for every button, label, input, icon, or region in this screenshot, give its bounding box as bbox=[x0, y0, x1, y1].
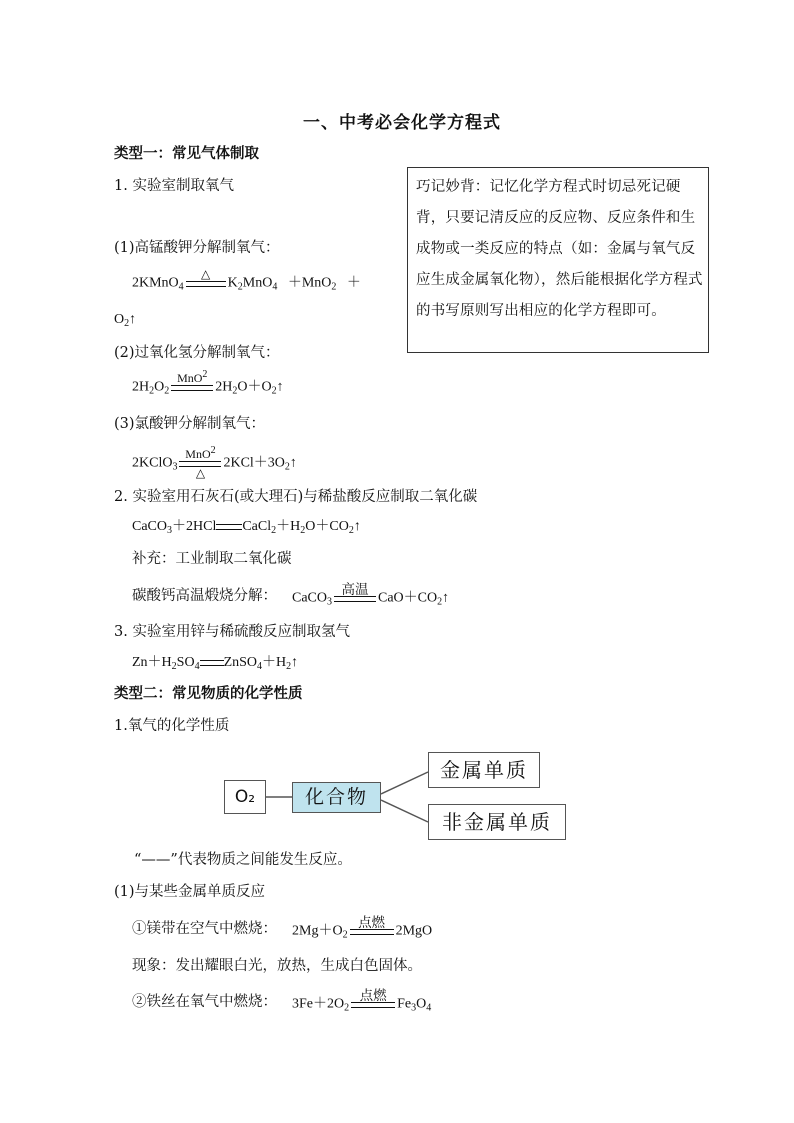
condition-high-temp: 高温 bbox=[334, 583, 376, 614]
equation-caco3-hcl: CaCO$_3$＋2HCl $CaCl_2+H_2O+CO_2↑$ bbox=[132, 519, 361, 536]
metal-reaction-label: (1)与某些金属单质反应 bbox=[114, 884, 266, 900]
equation-mg: $2Mg+O_2$ 点燃 2MgO bbox=[292, 916, 432, 947]
section-heading-properties: 类型二：常见物质的化学性质 bbox=[114, 685, 303, 702]
tip-text: 巧记妙背：记忆化学方程式时切忌死记硬背，只要记清反应的反应物、反应条件和生成物或一类反应的特点（如：金属与氧气反应生成金属氧化物），然后能根据化学方程式的书写原则写出相应的化学方程即可。 bbox=[416, 179, 703, 319]
calcination-label: 碳酸钙高温煅烧分解： bbox=[132, 588, 277, 604]
page-title: 一、中考必会化学方程式 bbox=[303, 113, 501, 133]
legend-text: “——”代表物质之间能发生反应。 bbox=[134, 852, 352, 868]
section-heading-gas: 类型一：常见气体制取 bbox=[114, 145, 259, 162]
equation-h2o2: $2H_2O_2$ MnO$^2$ $2H_2O+O_2↑$ bbox=[132, 372, 284, 403]
supplement-label: 补充：工业制取二氧化碳 bbox=[132, 551, 292, 567]
condition-ignite-fe: 点燃 bbox=[351, 989, 395, 1020]
compound-box: 化合物 bbox=[292, 782, 381, 813]
equation-kmno4-cont: $O_2↑$ bbox=[114, 312, 137, 329]
equation-calcination: CaCO$_3$ 高温 $CaO+CO_2↑$ bbox=[292, 583, 449, 614]
oxygen-properties-label: 1.氧气的化学性质 bbox=[114, 718, 230, 734]
metal-box: 金属单质 bbox=[428, 752, 540, 788]
nonmetal-box: 非金属单质 bbox=[428, 804, 566, 840]
sub-kclo3-label: (3)氯酸钾分解制氧气： bbox=[114, 416, 266, 432]
phenomenon-text: 现象：发出耀眼白光，放热，生成白色固体。 bbox=[132, 958, 422, 974]
equation-kclo3: 2KClO$_3$ MnO$^2$ △ $2KCl+3O_2↑$ bbox=[132, 445, 297, 480]
sub-kmno4-label: (1)高锰酸钾分解制氧气： bbox=[114, 240, 280, 256]
sub-h2o2-label: (2)过氧化氢分解制氧气： bbox=[114, 345, 280, 361]
equation-fe: $3Fe+2O_2$ 点燃 $Fe_3O_4$ bbox=[292, 989, 431, 1020]
condition-mno2: MnO$^2$ bbox=[171, 372, 213, 403]
fe-label: ②铁丝在氧气中燃烧： bbox=[132, 994, 277, 1010]
link-compound-nonmetal bbox=[381, 800, 428, 822]
condition-mno2-heat: MnO$^2$ △ bbox=[179, 448, 221, 479]
condition-ignite-mg: 点燃 bbox=[350, 916, 394, 947]
condition-heat: △ bbox=[186, 268, 226, 299]
o2-box: O₂ bbox=[224, 780, 266, 814]
item-h2-lab: 3. 实验室用锌与稀硫酸反应制取氢气 bbox=[114, 624, 350, 640]
item-oxygen-lab: 1. 实验室制取氧气 bbox=[114, 178, 234, 194]
mg-label: ①镁带在空气中燃烧： bbox=[132, 921, 277, 937]
equation-kmno4: 2KMnO$_4$ △ $K_2MnO_4 +MnO_2$ ＋ bbox=[132, 268, 361, 299]
link-compound-metal bbox=[381, 772, 428, 794]
item-co2-lab: 2. 实验室用石灰石(或大理石)与稀盐酸反应制取二氧化碳 bbox=[114, 489, 478, 505]
equation-zn-h2so4: $Zn+H_2SO_4$ $ZnSO_4+H_2↑$ bbox=[132, 655, 299, 672]
